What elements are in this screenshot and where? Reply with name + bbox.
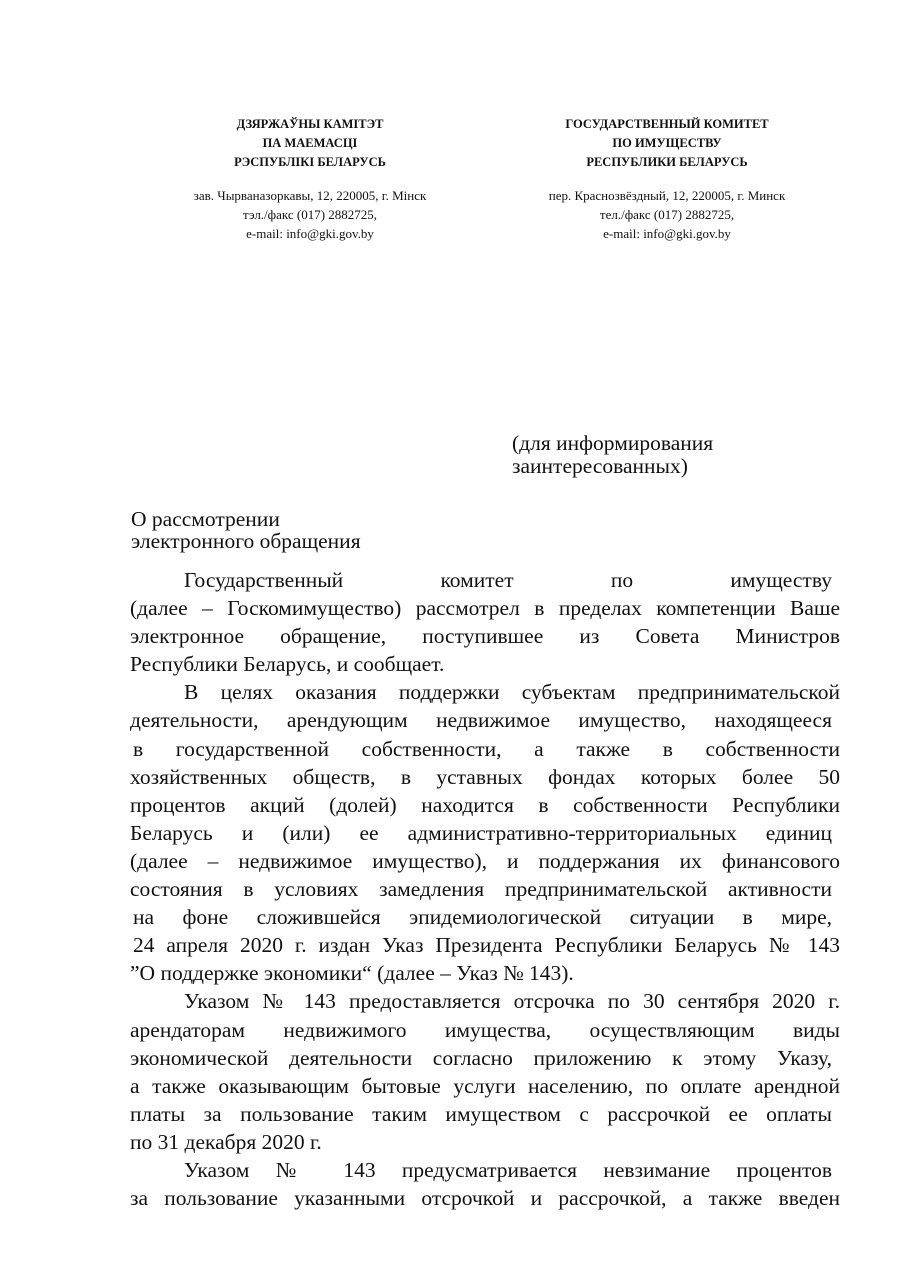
body-line: Беларусь и (или) ее административно-территориальных единиц <box>130 820 832 845</box>
phone-fax: тел./факс (017) 2882725, <box>599 207 735 222</box>
body-line: в государственной собственности, а также в собственности <box>133 736 840 761</box>
letterhead-russian <box>487 115 847 243</box>
body-line: на фоне сложившейся эпидемиологической ситуации в мире, <box>133 905 832 930</box>
organization-name-line: ПА МАЕМАСЦІ <box>262 136 358 150</box>
organization-name-line: ПО ИМУЩЕСТВУ <box>612 136 722 150</box>
body-line: ”О поддержке экономики“ (далее – Указ № 143). <box>130 961 574 986</box>
body-line: электронное обращение, поступившее из Совета Министров <box>130 624 840 649</box>
organization-name-line: РЭСПУБЛІКІ БЕЛАРУСЬ <box>234 155 386 169</box>
addressee-line: (для информирования <box>512 431 714 455</box>
body-line: деятельности, арендующим недвижимое имущество, находящееся <box>130 708 832 733</box>
address: зав. Чырваназоркавы, 12, 220005, г. Мінск <box>193 188 427 203</box>
body-line: экономической деятельности согласно приложению к этому Указу, <box>130 1045 832 1070</box>
paragraph-1 <box>130 566 840 678</box>
organization-name-line: РЕСПУБЛИКИ БЕЛАРУСЬ <box>586 155 748 169</box>
body-line: а также оказывающим бытовые услуги населению, по оплате арендной <box>130 1073 840 1098</box>
letterhead-belarusian <box>130 115 490 243</box>
organization-name-russian <box>487 115 847 172</box>
letter-subject <box>131 508 361 552</box>
addressee <box>512 432 713 478</box>
body-line: (далее – Госкомимущество) рассмотрел в пределах компетенции Ваше <box>130 596 840 621</box>
organization-name-line: ДЗЯРЖАЎНЫ КАМІТЭТ <box>236 117 384 131</box>
body-line: 24 апреля 2020 г. издан Указ Президента Республики Беларусь № 143 <box>133 933 840 958</box>
body-line: платы за пользование таким имуществом с рассрочкой ее оплаты <box>130 1101 832 1126</box>
paragraph-2 <box>130 678 840 987</box>
phone-fax: тэл./факс (017) 2882725, <box>242 207 378 222</box>
body-line: В целях оказания поддержки субъектам предпринимательской <box>184 680 840 705</box>
paragraph-3 <box>130 987 840 1156</box>
body-line: Указом № 143 предусматривается невзимание процентов <box>184 1157 832 1182</box>
body-line: состояния в условиях замедления предпринимательской активности <box>130 877 832 902</box>
body-line: арендаторам недвижимого имущества, осуществляющим виды <box>130 1017 840 1042</box>
body-line: Указом № 143 предоставляется отсрочка по 30 сентября 2020 г. <box>184 989 840 1014</box>
organization-name-line: ГОСУДАРСТВЕННЫЙ КОМИТЕТ <box>565 117 769 131</box>
letter-body <box>130 566 840 1212</box>
paragraph-4 <box>130 1156 840 1212</box>
contacts-russian <box>487 186 847 243</box>
addressee-line: заинтересованных) <box>512 454 688 478</box>
body-line: хозяйственных обществ, в уставных фондах которых более 50 <box>130 764 840 789</box>
body-line: процентов акций (долей) находится в собственности Республики <box>130 792 840 817</box>
organization-name-belarusian <box>130 115 490 172</box>
body-line: Республики Беларусь, и сообщает. <box>130 652 445 677</box>
email: e-mail: info@gki.gov.by <box>246 226 374 241</box>
body-line: за пользование указанными отсрочкой и рассрочкой, а также введен <box>130 1186 840 1211</box>
body-line: Государственный комитет по имуществу <box>184 568 832 592</box>
subject-line: электронного обращения <box>131 529 361 553</box>
email: e-mail: info@gki.gov.by <box>603 226 731 241</box>
subject-line: О рассмотрении <box>131 507 280 531</box>
body-line: (далее – недвижимое имущество), и поддержания их финансового <box>130 848 840 873</box>
contacts-belarusian <box>130 186 490 243</box>
body-line: по 31 декабря 2020 г. <box>130 1129 322 1154</box>
address: пер. Краснозвёздный, 12, 220005, г. Минск <box>548 188 786 203</box>
